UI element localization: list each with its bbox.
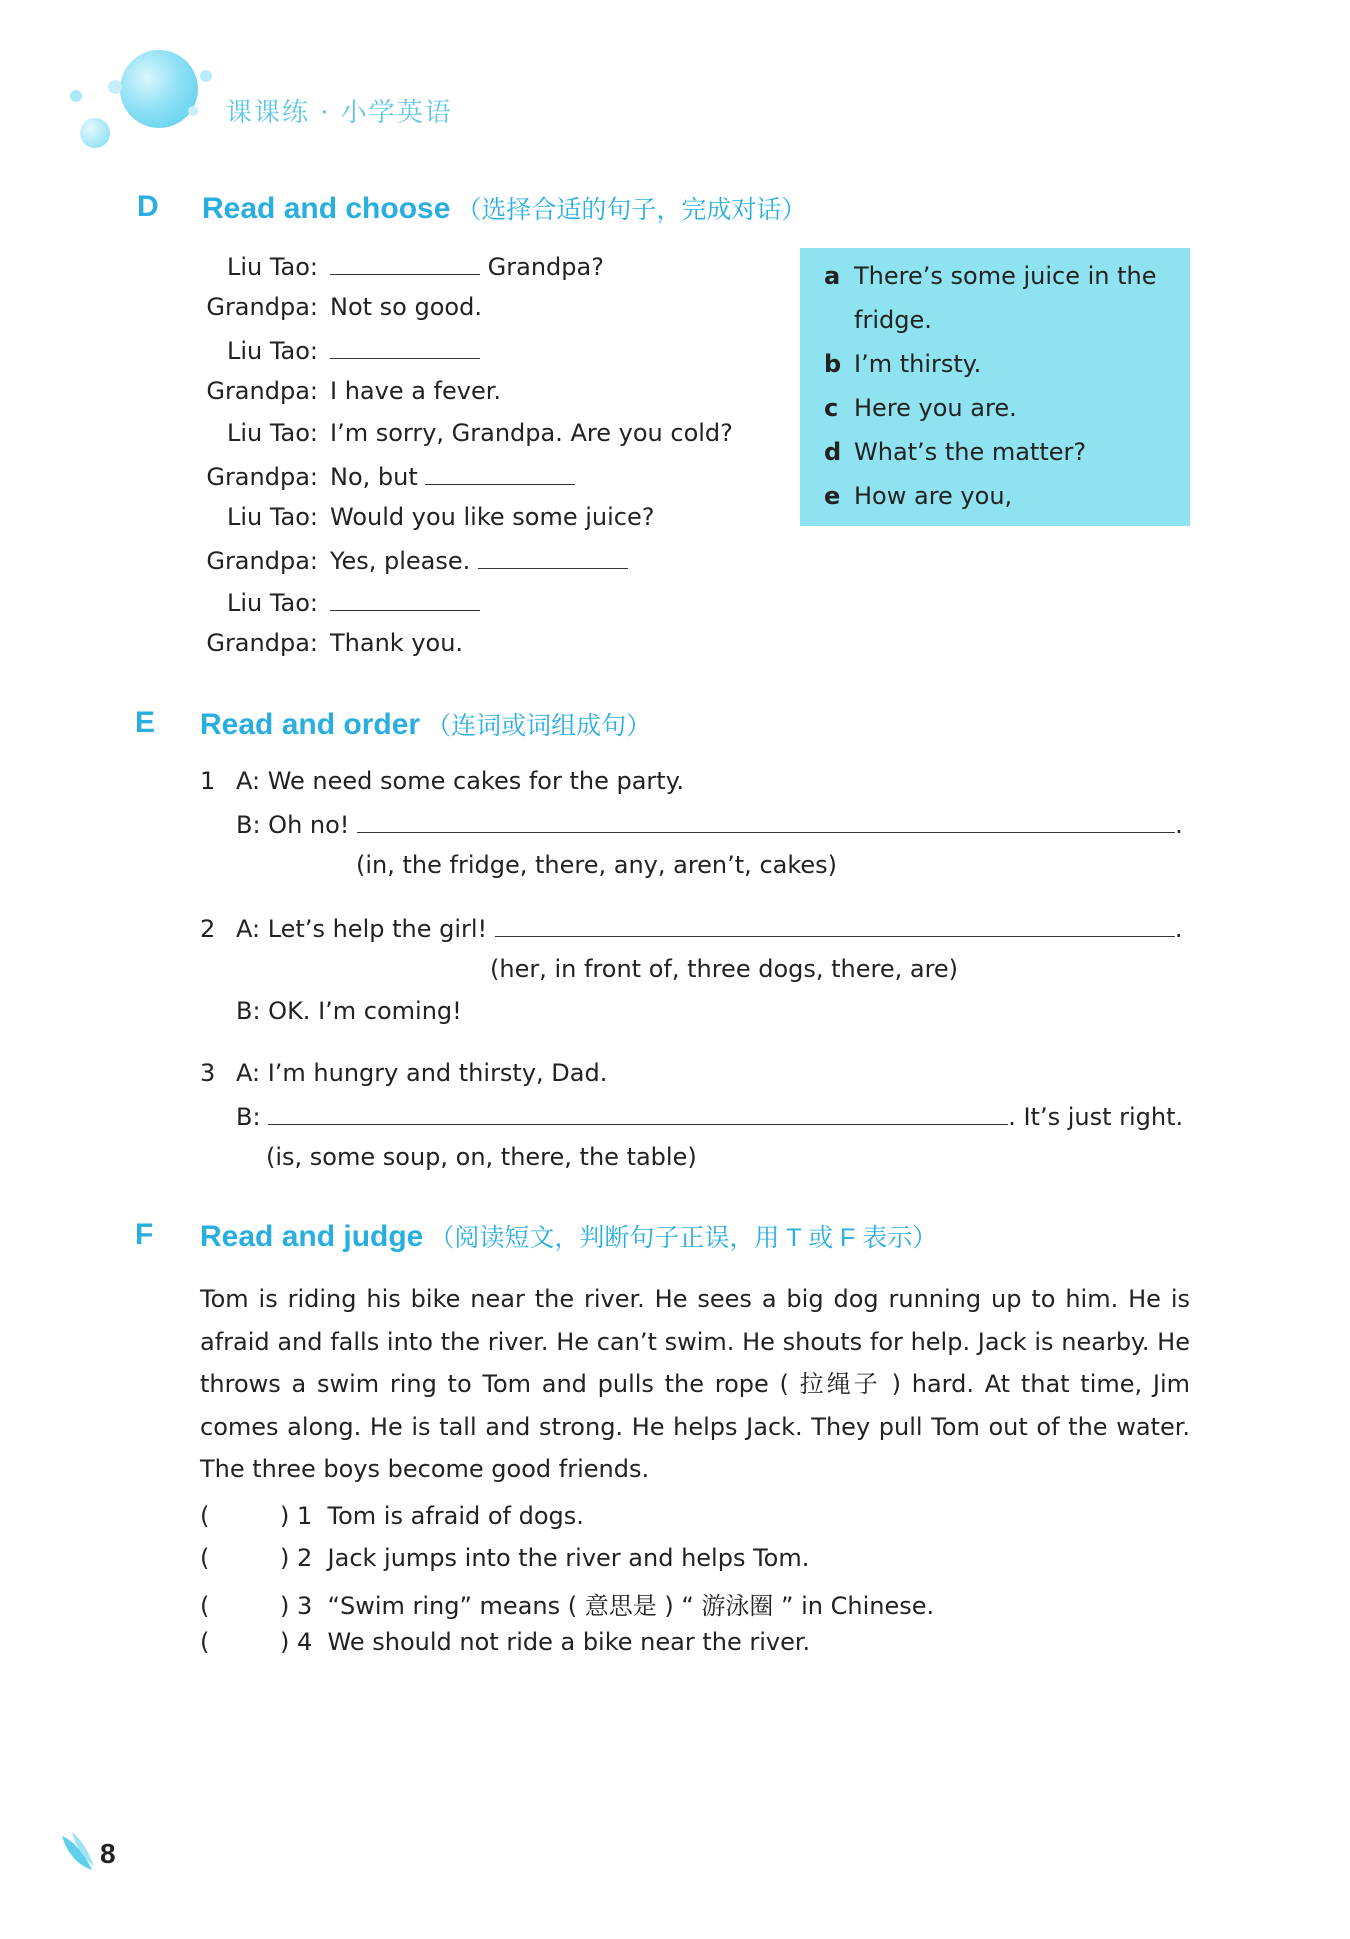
section-d-letter: D bbox=[137, 190, 159, 223]
item-number: 2 bbox=[200, 915, 216, 943]
answer-blank[interactable] bbox=[330, 332, 480, 359]
item-end: . bbox=[1175, 811, 1183, 839]
speaker-label: Liu Tao: bbox=[226, 589, 318, 617]
speaker-label: Liu Tao: bbox=[226, 253, 318, 281]
options-box bbox=[800, 248, 1190, 526]
section-f-heading bbox=[200, 1218, 937, 1254]
section-e-letter: E bbox=[135, 706, 156, 739]
answer-paren[interactable]: ( bbox=[200, 1544, 210, 1572]
bubble-icon bbox=[70, 90, 82, 102]
statement-text: Tom is afraid of dogs. bbox=[327, 1502, 584, 1530]
answer-blank[interactable] bbox=[268, 1098, 1008, 1125]
order-item-2-hint: (her, in front of, three dogs, there, are) bbox=[490, 955, 959, 983]
judge-statement-1 bbox=[200, 1502, 584, 1530]
dialogue-line bbox=[200, 500, 654, 534]
statement-number: ) 2 bbox=[280, 1544, 313, 1572]
speaker-label: Grandpa: bbox=[206, 377, 318, 405]
dialogue-line bbox=[200, 458, 575, 494]
statement-text: We should not ride a bike near the river. bbox=[327, 1628, 811, 1656]
answer-blank[interactable] bbox=[495, 910, 1175, 937]
dialogue-line bbox=[200, 290, 482, 324]
option-a bbox=[824, 262, 1157, 290]
order-item-2-reply: B: OK. I’m coming! bbox=[236, 997, 462, 1025]
option-text: I’m thirsty. bbox=[854, 350, 982, 378]
dialogue-text: I’m sorry, Grandpa. Are you cold? bbox=[330, 419, 733, 447]
option-c bbox=[824, 394, 1017, 422]
dialogue-line bbox=[200, 416, 733, 450]
answer-paren[interactable]: ( bbox=[200, 1628, 210, 1656]
speaker-label: Grandpa: bbox=[206, 293, 318, 321]
bubble-icon bbox=[120, 50, 198, 128]
item-line-a: A: We need some cakes for the party. bbox=[236, 767, 685, 795]
section-d-title: Read and choose bbox=[202, 192, 451, 225]
speaker-label: Liu Tao: bbox=[226, 503, 318, 531]
option-e bbox=[824, 482, 1012, 510]
order-item-1 bbox=[200, 764, 684, 798]
option-text: Here you are. bbox=[854, 394, 1017, 422]
reading-passage: Tom is riding his bike near the river. He sees a big dog running up to him. He is afraid and falls into the river. He can’t swim. He shouts for help. Jack is nearby. He throws a swim ring to Tom and pulls the rope ( 拉绳子 ) hard. At that time, Jim comes along. He is tall and strong. He helps Jack. They pull Tom out of the water. The three boys become good friends. bbox=[200, 1285, 1190, 1483]
order-item-3 bbox=[200, 1056, 607, 1090]
section-f-subtitle: （阅读短文，判断句子正误，用 T 或 F 表示） bbox=[429, 1224, 938, 1252]
judge-statement-3 bbox=[200, 1586, 934, 1621]
leaf-icon bbox=[58, 1830, 98, 1872]
dialogue-line bbox=[200, 332, 480, 368]
speaker-label: Liu Tao: bbox=[226, 419, 318, 447]
statement-number: ) 1 bbox=[280, 1502, 313, 1530]
dialogue-line bbox=[200, 248, 604, 284]
dialogue-line bbox=[200, 626, 463, 660]
option-b bbox=[824, 350, 981, 378]
item-end: . bbox=[1174, 915, 1183, 943]
statement-text: Jack jumps into the river and helps Tom. bbox=[327, 1544, 810, 1572]
section-d-heading bbox=[202, 190, 806, 226]
dialogue-text: Would you like some juice? bbox=[330, 503, 655, 531]
bubble-icon bbox=[188, 106, 198, 116]
answer-blank[interactable] bbox=[330, 584, 480, 611]
option-letter: c bbox=[824, 394, 839, 422]
speaker-label: Grandpa: bbox=[206, 547, 318, 575]
order-item-1-hint: (in, the fridge, there, any, aren’t, cakes) bbox=[356, 851, 838, 879]
dialogue-line bbox=[200, 374, 501, 408]
judge-statement-2 bbox=[200, 1544, 809, 1572]
section-f-letter: F bbox=[135, 1218, 154, 1251]
item-line-a: A: Let’s help the girl! bbox=[236, 915, 488, 943]
section-e-title: Read and order bbox=[200, 708, 421, 741]
option-letter: e bbox=[824, 482, 841, 510]
bubble-icon bbox=[108, 80, 122, 94]
dialogue-text: I have a fever. bbox=[330, 377, 502, 405]
section-f-title: Read and judge bbox=[200, 1220, 424, 1253]
answer-blank[interactable] bbox=[425, 458, 575, 485]
option-d bbox=[824, 438, 1086, 466]
order-item-3-answer bbox=[236, 1098, 1183, 1134]
option-letter: b bbox=[824, 350, 842, 378]
bubble-icon bbox=[80, 118, 110, 148]
bubble-icon bbox=[200, 70, 212, 82]
answer-blank[interactable] bbox=[330, 248, 480, 275]
statement-text: “Swim ring” means ( 意思是 ) “ 游泳圈 ” in Chinese. bbox=[327, 1592, 935, 1620]
option-text: There’s some juice in the bbox=[854, 262, 1157, 290]
statement-number: ) 3 bbox=[280, 1592, 313, 1620]
dialogue-text: Not so good. bbox=[330, 293, 482, 321]
dialogue-text: Yes, please. bbox=[330, 547, 471, 575]
section-e-heading bbox=[200, 706, 651, 742]
answer-paren[interactable]: ( bbox=[200, 1502, 210, 1530]
option-letter: d bbox=[824, 438, 842, 466]
item-number: 3 bbox=[200, 1059, 216, 1087]
item-line-b: B: bbox=[236, 1103, 261, 1131]
item-line-a: A: I’m hungry and thirsty, Dad. bbox=[236, 1059, 608, 1087]
item-end: . It’s just right. bbox=[1008, 1103, 1184, 1131]
statement-number: ) 4 bbox=[280, 1628, 313, 1656]
dialogue-line bbox=[200, 584, 480, 620]
dialogue-text: Thank you. bbox=[330, 629, 464, 657]
page-number: 8 bbox=[100, 1838, 116, 1869]
header-title: 课课练 · 小学英语 bbox=[226, 98, 453, 128]
order-item-3-hint: (is, some soup, on, there, the table) bbox=[266, 1143, 697, 1171]
item-number: 1 bbox=[200, 767, 216, 795]
section-d-subtitle: （选择合适的句子，完成对话） bbox=[456, 196, 807, 224]
speaker-label: Grandpa: bbox=[206, 629, 318, 657]
speaker-label: Grandpa: bbox=[206, 463, 318, 491]
item-line-b: B: Oh no! bbox=[236, 811, 350, 839]
judge-statement-4 bbox=[200, 1628, 810, 1656]
speaker-label: Liu Tao: bbox=[226, 337, 318, 365]
section-e-subtitle: （连词或词组成句） bbox=[426, 712, 652, 740]
option-a-continued: fridge. bbox=[854, 306, 932, 334]
dialogue-line bbox=[200, 542, 628, 578]
answer-paren[interactable]: ( bbox=[200, 1592, 210, 1620]
bubbles-decoration bbox=[70, 50, 210, 160]
answer-blank[interactable] bbox=[357, 806, 1175, 833]
answer-blank[interactable] bbox=[478, 542, 628, 569]
order-item-2 bbox=[200, 910, 1182, 946]
order-item-1-answer bbox=[236, 806, 1183, 842]
option-letter: a bbox=[824, 262, 841, 290]
option-text: What’s the matter? bbox=[854, 438, 1087, 466]
dialogue-text: Grandpa? bbox=[487, 253, 604, 281]
option-text: How are you, bbox=[854, 482, 1013, 510]
dialogue-text: No, but bbox=[330, 463, 418, 491]
